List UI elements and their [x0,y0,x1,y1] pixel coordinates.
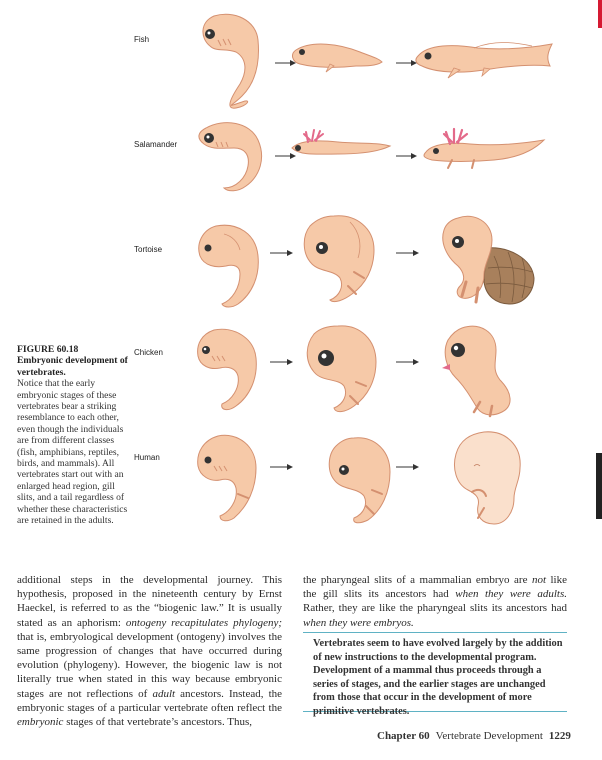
arrow-icon [270,249,294,257]
fish-larva [414,38,554,82]
fish-embryo-middle [290,38,384,78]
fish-embryo-early [196,12,270,112]
page-edge-marker [598,0,602,28]
label-fish: Fish [134,35,150,44]
arrow-icon [396,463,420,471]
italic-term: adult [152,687,176,700]
arrow-icon [270,463,294,471]
body-text: additional steps in the developmental journey. This hypothesis, proposed in the nineteenth century by Ernst Haeckel, is referred to as the “biogenic law.” It is usually stated as an aphorism: [17,574,282,629]
human-embryo-early [194,432,264,526]
body-text: ancestors. Instead, the embryonic stages of a particular vertebrate often reflect the [17,687,283,714]
tortoise-embryo-middle [300,212,380,308]
italic-term: ontogeny recapitulates phylogeny; [125,616,282,629]
chicken-embryo-early [194,326,264,412]
chapter-label: Chapter 60 [377,730,430,742]
italic-term: when they were adults. [455,588,567,601]
human-fetus [450,428,528,528]
body-text-right-column [303,573,567,630]
chapter-thumb-tab [596,453,602,519]
body-text: that is, embryological development (ontogeny) involves the same progression of changes that have occurred during evolution (phylogeny). However, the biogenic law is not literally true when stated in this way because embryonic stages are not reflections of [17,630,282,700]
tortoise-hatchling [438,212,538,308]
arrow-icon [270,358,294,366]
salamander-embryo-middle [288,128,392,164]
chicken-embryo-middle [302,322,382,416]
body-text: stages of that vertebrate’s ancestors. Thus, [63,716,253,729]
salamander-larva [422,124,546,170]
figure-caption-text: Notice that the early embryonic stages of these vertebrates bear a striking resemblance to each other, even though the individuals are from different classes (fish, amphibians, reptiles, birds, and mammals). All vertebrates start out with an enlarged head region, gill slits, and a tail regardless of whether these characteristics are retained in the adults. [17,378,128,527]
figure-number: FIGURE 60.18 [17,344,79,355]
callout-text: Vertebrates seem to have evolved largely by the addition of new instructions to the developmental program. Development of a mammal thus proceeds through a series of stages, and the earlier stages are unchanged from those that occur in the development of more primitive vertebrates. [313,638,563,717]
arrow-icon [396,152,418,160]
italic-term: when they were embryos. [303,616,414,629]
chicken-late-embryo [440,322,524,418]
label-salamander: Salamander [134,140,178,149]
label-chicken: Chicken [134,348,163,357]
italic-term: not [531,574,547,586]
salamander-embryo-early [196,118,270,194]
label-tortoise: Tortoise [134,245,163,254]
human-embryo-middle [324,434,394,526]
figure-caption [17,344,129,527]
summary-callout [303,632,567,717]
body-text: the pharyngeal slits of a mammalian embryo are [303,574,532,586]
arrow-icon [396,358,420,366]
page-number: 1229 [548,730,571,742]
tortoise-embryo-early [194,222,264,310]
chapter-title: Vertebrate Development [435,730,543,742]
body-text: like the gill slits its ancestors had [303,574,567,601]
italic-term: embryonic [17,716,64,729]
figure-title: Embryonic development of vertebrates. [17,355,128,378]
page-footer [377,730,571,742]
body-text: Rather, they are like the pharyngeal slits its ancestors had [303,602,567,615]
body-text-left-column [17,573,282,729]
label-human: Human [134,453,160,462]
arrow-icon [396,249,420,257]
